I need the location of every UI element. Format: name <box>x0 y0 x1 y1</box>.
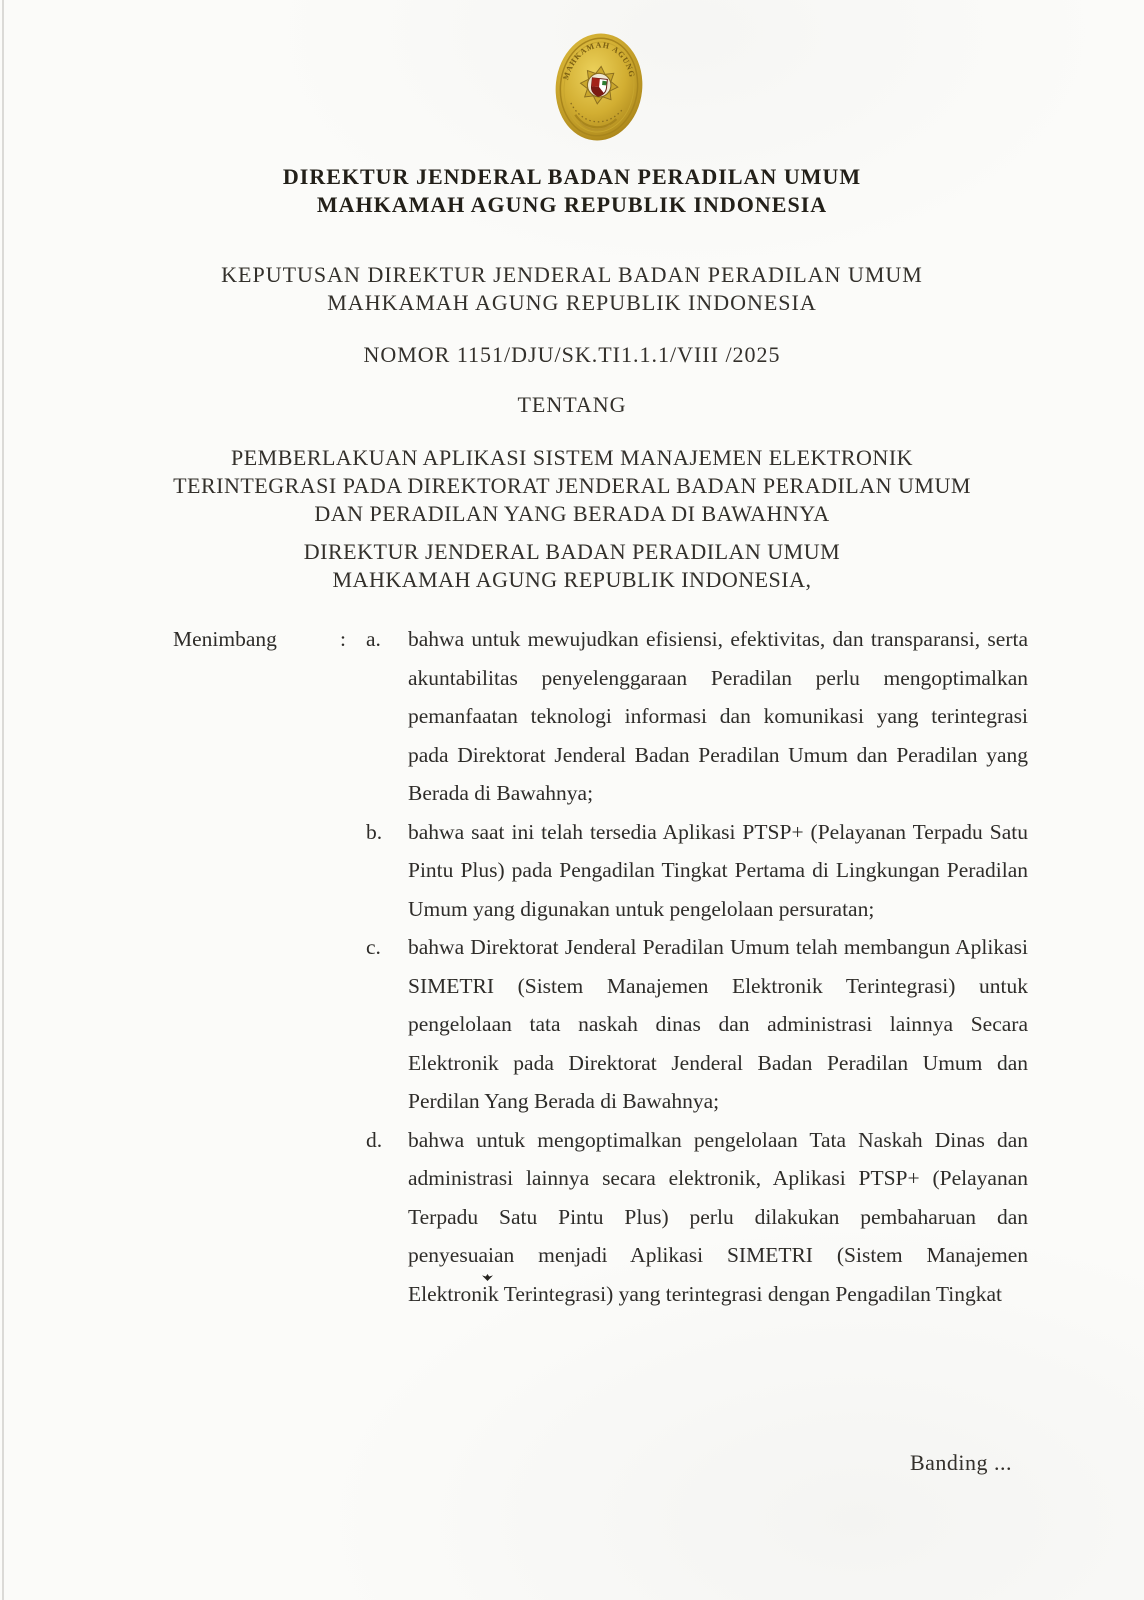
considering-section <box>173 620 1028 1313</box>
decision-title-line2: MAHKAMAH AGUNG REPUBLIK INDONESIA <box>327 290 817 315</box>
item-letter: c. <box>366 935 381 959</box>
catchword: Banding ... <box>909 1450 1012 1475</box>
mahkamah-agung-seal-icon <box>552 28 646 146</box>
letterhead-line2: MAHKAMAH AGUNG REPUBLIK INDONESIA <box>316 192 828 217</box>
item-letter: b. <box>366 819 383 844</box>
considering-item-a <box>366 620 1028 813</box>
issuer-block <box>0 538 1144 594</box>
considering-item-b <box>366 813 1028 929</box>
letterhead-line1: DIREKTUR JENDERAL BADAN PERADILAN UMUM <box>282 164 862 189</box>
considering-item-c <box>366 928 1028 1121</box>
scan-edge-artifact <box>2 0 4 1600</box>
issuer-line2: MAHKAMAH AGUNG REPUBLIK INDONESIA, <box>332 567 812 592</box>
item-text: bahwa untuk mengoptimalkan pengelolaan Tata Naskah Dinas dan administrasi lainnya secara elektronik, Aplikasi PTSP+ (Pelayanan Terpadu Satu Pintu Plus) perlu dilakukan pembaharuan dan penyesuaian menjadi Aplikasi SIMETRI (Sistem Manajemen Elektronik Terintegrasi) yang terintegrasi dengan Pengadilan Tingkat <box>408 1127 1028 1306</box>
item-text: bahwa Direktorat Jenderal Peradilan Umum telah membangun Aplikasi SIMETRI (Sistem Manajemen Elektronik Terintegrasi) untuk pengelolaan tata naskah dinas dan administrasi lainnya Secara Elektronik pada Direktorat Jenderal Badan Peradilan Umum dan Perdilan Yang Berada di Bawahnya; <box>408 935 1028 1113</box>
considering-item-d <box>366 1121 1028 1314</box>
considering-items <box>366 620 1028 1313</box>
seal-arched-text: MAHKAMAH AGUNG <box>561 40 637 81</box>
decision-subject <box>0 444 1144 528</box>
considering-label: Menimbang <box>173 627 277 651</box>
decision-title-line1: KEPUTUSAN DIREKTUR JENDERAL BADAN PERADILAN UMUM <box>221 262 923 287</box>
considering-colon: : <box>340 627 346 651</box>
subject-line2: TERINTEGRASI PADA DIREKTORAT JENDERAL BADAN PERADILAN UMUM <box>173 473 971 498</box>
issuer-line1: DIREKTUR JENDERAL BADAN PERADILAN UMUM <box>303 539 841 564</box>
item-letter: d. <box>366 1127 383 1152</box>
item-text: bahwa untuk mewujudkan efisiensi, efektivitas, dan transparansi, serta akuntabilitas penyelenggaraan Peradilan perlu mengoptimalkan pemanfaatan teknologi informasi dan komunikasi yang terintegrasi pada Direktorat Jenderal Badan Peradilan Umum dan Peradilan yang Berada di Bawahnya; <box>408 627 1028 805</box>
subject-line3: DAN PERADILAN YANG BERADA DI BAWAHNYA <box>314 501 830 526</box>
item-text: bahwa saat ini telah tersedia Aplikasi PTSP+ (Pelayanan Terpadu Satu Pintu Plus) pada Pengadilan Tingkat Pertama di Lingkungan Peradilan Umum yang digunakan untuk pengelolaan persuratan; <box>408 819 1028 921</box>
item-letter: a. <box>366 627 381 651</box>
decision-number: NOMOR 1151/DJU/SK.TI1.1.1/VIII /2025 <box>363 342 781 367</box>
subject-line1: PEMBERLAKUAN APLIKASI SISTEM MANAJEMEN ELEKTRONIK <box>230 445 914 470</box>
about-label: TENTANG <box>517 392 627 417</box>
